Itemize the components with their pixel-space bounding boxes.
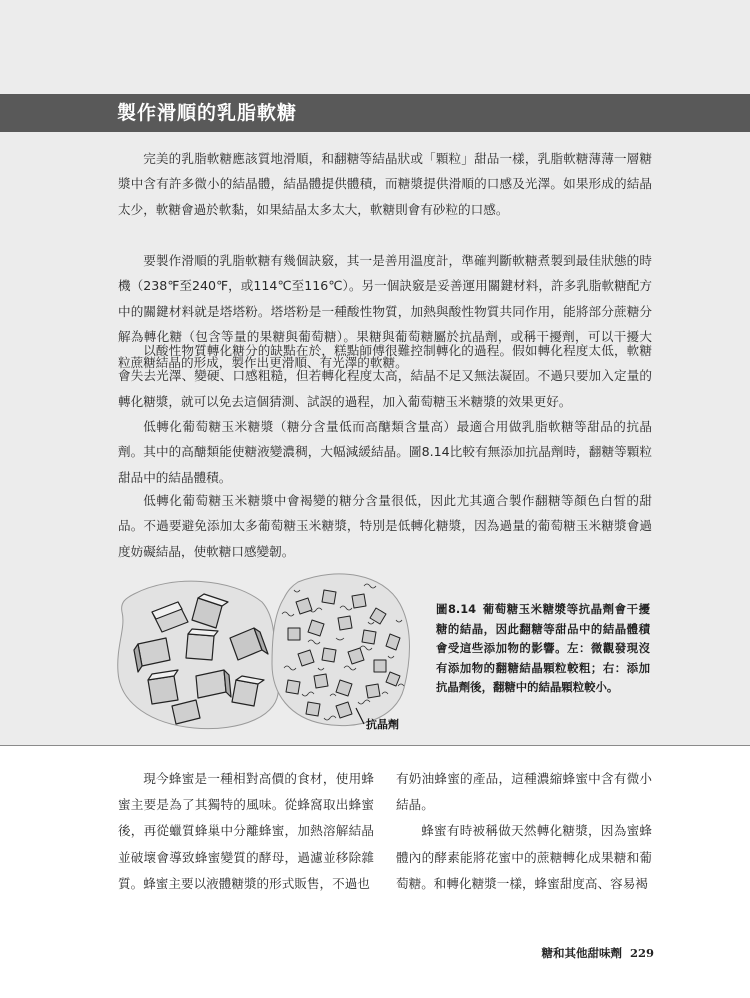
page-footer bbox=[541, 945, 654, 961]
figure-number: 圖8.14 bbox=[436, 602, 477, 616]
figure-8-14 bbox=[112, 568, 432, 736]
section-divider bbox=[0, 745, 750, 746]
paragraph-4: 低轉化葡萄糖玉米糖漿（糖分含量低而高醣類含量高）最適合用做乳脂軟糖等甜品的抗晶劑。其中的高醣類能使糖液變濃稠，大幅減緩結晶。圖8.14比較有無添加抗晶劑時，翻糖等顆粒甜品中的結晶體積。 bbox=[118, 419, 652, 485]
lower-right-column bbox=[396, 766, 652, 897]
figure-caption bbox=[436, 600, 650, 698]
paragraph-1: 完美的乳脂軟糖應該質地滑順，和翻糖等結晶狀或「顆粒」甜品一樣，乳脂軟糖薄薄一層糖漿中含有許多微小的結晶體，結晶體提供體積，而糖漿提供滑順的口感及光澤。如果形成的結晶太少，軟糖會過於軟黏，如果結晶太多太大，軟糖則會有砂粒的口感。 bbox=[118, 151, 652, 217]
agent-label: 抗晶劑 bbox=[366, 718, 399, 731]
section-title-bar bbox=[0, 94, 750, 132]
lower-paragraph-1: 現今蜂蜜是一種相對高價的食材，使用蜂蜜主要是為了其獨特的風味。從蜂窩取出蜂蜜後，再從蠟質蜂巢中分離蜂蜜，加熱溶解結晶並破壞會導致蜂蜜變質的酵母，過濾並移除雜質。蜂蜜主要以液體糖漿的形式販售，不過也 bbox=[118, 771, 374, 891]
small-crystal-blob bbox=[272, 574, 410, 726]
page-number: 229 bbox=[629, 946, 654, 960]
crystal-illustration bbox=[112, 568, 432, 736]
lower-paragraph-1-cont: 有奶油蜂蜜的產品，這種濃縮蜂蜜中含有微小結晶。 bbox=[396, 771, 652, 813]
paragraph-5: 低轉化葡萄糖玉米糖漿中會褐變的糖分含量很低，因此尤其適合製作翻糖等顏色白皙的甜品。不過要避免添加太多葡萄糖玉米糖漿，特別是低轉化糖漿，因為過量的葡萄糖玉米糖漿會過度妨礙結晶，使軟糖口感變韌。 bbox=[118, 493, 652, 559]
running-head: 糖和其他甜味劑 bbox=[541, 946, 622, 960]
section-title: 製作滑順的乳脂軟糖 bbox=[117, 102, 298, 124]
paragraph-2: 要製作滑順的乳脂軟糖有幾個訣竅，其一是善用溫度計，準確判斷軟糖煮製到最佳狀態的時機（238℉至240℉，或114℃至116℃）。另一個訣竅是妥善運用關鍵材料，許多乳脂軟糖配方中的關鍵材料就是塔塔粉。塔塔粉是一種酸性物質，加熱與酸性物質共同作用，能將部分蔗糖分解為轉化糖（包含等量的果糖與葡萄糖）。果糖與葡萄糖屬於抗晶劑，或稱干擾劑，可以干擾大粒蔗糖結晶的形成，製作出更滑順、有光澤的軟糖。 bbox=[118, 253, 652, 370]
lower-left-column bbox=[118, 766, 374, 897]
paragraph-3: 以酸性物質轉化糖分的缺點在於，糕點師傅很難控制轉化的過程。假如轉化程度太低，軟糖會失去光澤、變硬、口感粗糙，但若轉化程度太高，結晶不足又無法凝固。不過只要加入定量的轉化糖漿，就可以免去這個猜測、試誤的過程，加入葡萄糖玉米糖漿的效果更好。 bbox=[118, 343, 652, 409]
figure-caption-text: 葡萄糖玉米糖漿等抗晶劑會干擾糖的結晶，因此翻糖等甜品中的結晶體積會受這些添加物的影響。左：微觀發現沒有添加物的翻糖結晶顆粒較粗；右：添加抗晶劑後，翻糖中的結晶顆粒較小。 bbox=[436, 602, 650, 694]
lower-paragraph-2: 蜂蜜有時被稱做天然轉化糖漿，因為蜜蜂體內的酵素能將花蜜中的蔗糖轉化成果糖和葡萄糖。和轉化糖漿一樣，蜂蜜甜度高、容易褐 bbox=[396, 823, 652, 891]
